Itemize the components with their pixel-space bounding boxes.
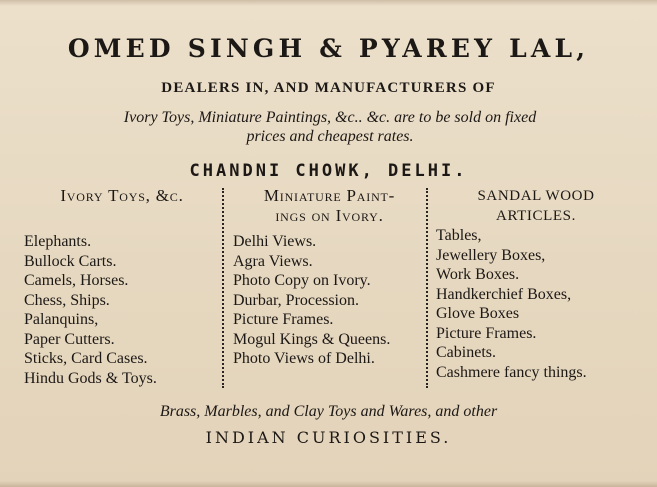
footer-line: Brass, Marbles, and Clay Toys and Wares, and other (159, 403, 498, 420)
footer-heading: INDIAN CURIOSITIES. (205, 428, 452, 447)
list-item: Picture Frames. (436, 324, 537, 342)
item-list (24, 232, 157, 388)
column-divider (222, 188, 224, 388)
item-list (233, 232, 390, 369)
list-item: Camels, Horses. (24, 272, 129, 289)
list-item: Glove Boxes (436, 305, 520, 322)
list-item: Jewellery Boxes, (436, 246, 546, 264)
column-heading (436, 186, 636, 226)
column-heading-line-2: ings on Ivory. (275, 206, 384, 225)
list-item: Tables, (436, 227, 482, 244)
list-item: Palanquins, (24, 311, 99, 328)
list-item: Delhi Views. (233, 233, 317, 250)
list-item: Bullock Carts. (24, 252, 117, 270)
tagline-line-1: Ivory Toys, Miniature Paintings, &c.. &c. are to be sold on fixed (123, 109, 537, 126)
list-item: Paper Cutters. (24, 330, 115, 348)
tagline-line-2: prices and cheapest rates. (246, 128, 414, 145)
location: CHANDNI CHOWK, DELHI. (189, 161, 468, 181)
list-item: Photo Copy on Ivory. (233, 272, 371, 289)
list-item: Chess, Ships. (24, 291, 110, 309)
list-item: Photo Views of Delhi. (233, 350, 375, 367)
list-item: Elephants. (24, 233, 92, 250)
list-item: Cashmere fancy things. (436, 363, 587, 381)
list-item: Handkerchief Boxes, (436, 285, 572, 303)
column-heading-line-2: ARTICLES. (496, 208, 576, 224)
column-heading-line-1: Miniature Paint- (263, 186, 396, 205)
column-divider (426, 188, 428, 388)
list-item: Agra Views. (233, 252, 313, 270)
business-name: OMED SINGH & PYAREY LAL, (67, 34, 590, 63)
column-heading: Ivory Toys, &c. (60, 186, 184, 205)
column-miniature-paintings (232, 186, 427, 367)
tagline (30, 108, 630, 146)
list-item: Cabinets. (436, 344, 496, 361)
column-heading-line-1: SANDAL WOOD (477, 188, 595, 204)
list-item: Work Boxes. (436, 266, 520, 283)
business-subtitle: DEALERS IN, AND MANUFACTURERS OF (161, 80, 496, 96)
column-sandal-wood (436, 186, 636, 381)
list-item: Mogul Kings & Queens. (233, 330, 391, 348)
list-item: Hindu Gods & Toys. (24, 369, 157, 387)
column-ivory-toys (24, 186, 220, 387)
list-item: Picture Frames. (233, 311, 334, 328)
item-list (436, 226, 587, 382)
list-item: Sticks, Card Cases. (24, 350, 148, 367)
column-heading (232, 186, 427, 226)
list-item: Durbar, Procession. (233, 291, 359, 309)
